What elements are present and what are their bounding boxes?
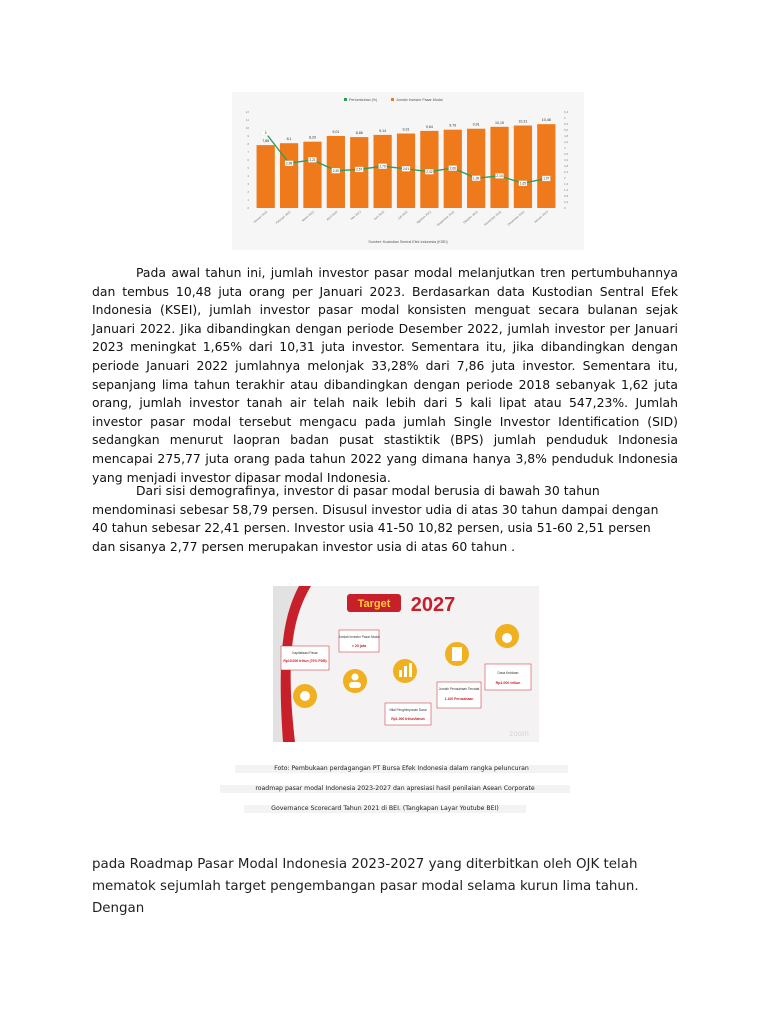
target-item-2-value: > 20 juta — [351, 644, 367, 648]
y-left-tick: 7 — [247, 150, 249, 154]
y-left-tick: 3 — [247, 182, 249, 186]
bar-data-label: 7,86 — [262, 139, 270, 144]
paragraph-demographics: Dari sisi demografinya, investor di pasar modal berusia di bawah 30 tahun mendominasi sebesar 58,79 persen. Disusul investor udia di atas 30 tahun dampai dengan 40 tahun sebesar 22,41 persen. Investor usia 41-50 10,82 persen, usia 51-60 2,51 persen dan sisanya 2,77 persen merupakan investor usia di atas 60 tahun . — [92, 483, 659, 554]
person-icon — [343, 669, 367, 693]
target-item-3-label: Nilai Penghimpunan Dana — [389, 708, 427, 712]
x-tick-label: Januari 2023 — [533, 209, 549, 224]
y-right-tick: 1,6 — [564, 182, 569, 186]
x-tick-label: Oktober 2022 — [462, 209, 479, 225]
growth-data-label: 2,42 — [426, 169, 433, 174]
y-left-tick: 11 — [245, 118, 249, 122]
target-item-1-label: Kapitalisasi Pasar — [292, 651, 318, 655]
growth-data-label: 2,57 — [356, 167, 363, 172]
target-item-2-label: Jumlah Investor Pasar Modal — [338, 635, 380, 639]
bar-data-label: 9,14 — [379, 128, 387, 133]
x-tick-label: Juni 2022 — [372, 209, 386, 222]
growth-data-label: 2,79 — [379, 164, 386, 169]
growth-data-label: 2,49 — [332, 168, 339, 173]
paragraph-roadmap: pada Roadmap Pasar Modal Indonesia 2023-2027 yang diterbitkan oleh OJK telah mematok sejumlah target pengembangan pasar modal selama kurun lima tahun. Dengan — [92, 857, 639, 916]
legend-label-investors: Jumlah Investor Pasar Modal — [396, 98, 443, 103]
x-tick-label: April 2022 — [325, 209, 339, 222]
y-right-tick: 5,2 — [564, 128, 569, 132]
y-right-tick: 0,4 — [564, 200, 569, 204]
target-item-3-value: Rp1.000 triliun/tahun — [391, 717, 425, 721]
y-right-tick: 0,8 — [564, 194, 569, 198]
x-tick-label: Januari 2022 — [252, 209, 269, 224]
target-year: 2027 — [410, 594, 456, 616]
growth-data-label: 1,97 — [543, 176, 550, 181]
bar-data-label: 9,64 — [425, 124, 433, 129]
chart-source: Sumber: Kustodian Sentral Efek Indonesia (KSEI) — [368, 240, 448, 244]
y-right-tick: 6 — [564, 116, 566, 120]
target-2027-image — [273, 586, 539, 742]
bar-data-label: 8,1 — [286, 137, 292, 142]
caption-line-3: Governance Scorecard Tahun 2021 di BEI. (Tangkapan Layar Youtube BEI) — [244, 805, 526, 813]
investor-growth-chart — [232, 92, 584, 250]
target-item-4-label: Jumlah Perusahaan Tercatat — [438, 687, 480, 691]
y-right-tick: 3,2 — [564, 158, 569, 162]
bar-investors — [537, 124, 555, 208]
caption-line-1: Foto: Pembukaan perdagangan PT Bursa Efek Indonesia dalam rangka peluncuran — [235, 765, 568, 773]
bar-data-label: 9,31 — [402, 127, 410, 132]
x-tick-label: Juli 2022 — [396, 209, 409, 221]
target-item-5-value: Rp1.000 triliun — [495, 681, 521, 685]
y-right-tick: 5,6 — [564, 122, 569, 126]
bar-investors — [490, 127, 508, 208]
y-right-tick: 2 — [564, 176, 566, 180]
x-tick-label: Desember 2022 — [506, 209, 526, 227]
target-item-4-value: 1.100 Perusahaan — [444, 697, 474, 701]
y-left-tick: 8 — [247, 142, 249, 146]
target-item-5-label: Dana Kelolaan — [497, 671, 519, 675]
growth-data-label: 2,98 — [285, 161, 293, 166]
target-item-1-value: Rp15.000 triliun (70% PDB) — [283, 659, 327, 663]
x-tick-label: Agustus 2022 — [415, 209, 433, 225]
bar-data-label: 9,91 — [472, 122, 480, 127]
y-left-tick: 4 — [247, 174, 249, 178]
y-left-tick: 0 — [247, 206, 249, 210]
bar-data-label: 9,01 — [332, 129, 340, 134]
target-2027-graphic — [273, 586, 539, 742]
y-left-tick: 5 — [247, 166, 249, 170]
y-right-tick: 2,4 — [564, 170, 569, 174]
bar-investors — [280, 143, 298, 208]
growth-data-label: 1,99 — [473, 176, 480, 181]
paragraph-investor-growth: Pada awal tahun ini, jumlah investor pasar modal melanjutkan tren pertumbuhannya dan tembus 10,48 juta orang per Januari 2023. Berdasarkan data Kustodian Sentral Efek Indonesia (KSEI), jumlah investor pasar modal konsisten menguat secara bulanan sejak Januari 2022. Jika dibandingkan dengan periode Desember 2022, jumlah investor per Januari 2023 meningkat 1,65% dari 10,31 juta investor. Sementara itu, jika dibandingkan dengan periode Januari 2022 jumlahnya melonjak 33,28% dari 7,86 juta investor. Sementara itu, sepanjang lima tahun terakhir atau dibandingkan dengan periode 2018 sebanyak 1,62 juta orang, jumlah investor tanah air telah naik lebih dari 5 kali lipat atau 547,23%. Jumlah investor pasar modal tersebut mengacu pada jumlah Single Investor Identification (SID) sedangkan menurut laopran badan pusat stastiktik (BPS) jumlah penduduk Indonesia mencapai 275,77 juta orang pada tahun 2022 yang dimana hanya 3,8% penduduk Indonesia yang menjadi investor dipasar modal Indonesia. — [92, 265, 678, 485]
x-tick-label: September 2022 — [435, 209, 456, 228]
bar-investors — [514, 126, 532, 208]
bar-investors — [467, 129, 485, 208]
y-right-tick: 4,8 — [564, 134, 569, 138]
bar-investors — [303, 142, 321, 208]
bar-data-label: 10,15 — [495, 120, 505, 125]
growth-data-label: 5 — [264, 131, 267, 136]
y-left-tick: 10 — [245, 126, 249, 130]
y-right-tick: 4 — [564, 146, 566, 150]
y-right-tick: 0 — [564, 206, 566, 210]
y-left-tick: 9 — [247, 134, 249, 138]
y-right-tick: 1,2 — [564, 188, 569, 192]
zoom-watermark: zoom — [509, 729, 529, 738]
y-right-tick: 2,8 — [564, 164, 569, 168]
y-right-tick: 4,4 — [564, 140, 569, 144]
target-title-word: Target — [357, 598, 391, 610]
x-tick-label: Mei 2022 — [349, 209, 362, 221]
x-tick-label: November 2022 — [483, 209, 503, 227]
bar-data-label: 10,31 — [518, 119, 528, 124]
bar-data-label: 8,29 — [308, 135, 316, 140]
bar-data-label: 8,86 — [355, 131, 363, 136]
bar-data-label: 9,79 — [449, 123, 457, 128]
y-left-tick: 6 — [247, 158, 249, 162]
legend-swatch-growth — [344, 98, 347, 101]
bar-investors — [350, 137, 368, 208]
chart-svg — [232, 92, 584, 250]
bar-data-label: 10,48 — [541, 118, 551, 123]
y-left-tick: 2 — [247, 190, 249, 194]
growth-data-label: 2,66 — [449, 166, 456, 171]
growth-data-label: 3,21 — [309, 158, 316, 163]
caption-line-2: roadmap pasar modal Indonesia 2023-2027 dan apresiasi hasil penilaian Asean Corporate — [220, 785, 570, 793]
x-tick-label: Februari 2022 — [274, 209, 292, 225]
y-left-tick: 12 — [245, 110, 249, 114]
bar-investors — [257, 145, 275, 208]
y-left-tick: 1 — [247, 198, 249, 202]
growth-data-label: 2,14 — [496, 174, 503, 179]
legend-label-growth: Pertumbuhan (%) — [349, 98, 378, 103]
legend-swatch-investors — [391, 98, 394, 101]
x-tick-label: Maret 2022 — [300, 209, 316, 223]
growth-data-label: 1,65 — [519, 181, 527, 186]
bar-investors — [373, 135, 391, 208]
growth-data-label: 2,61 — [402, 167, 410, 172]
y-right-tick: 3,6 — [564, 152, 569, 156]
y-right-tick: 6,4 — [564, 110, 569, 114]
